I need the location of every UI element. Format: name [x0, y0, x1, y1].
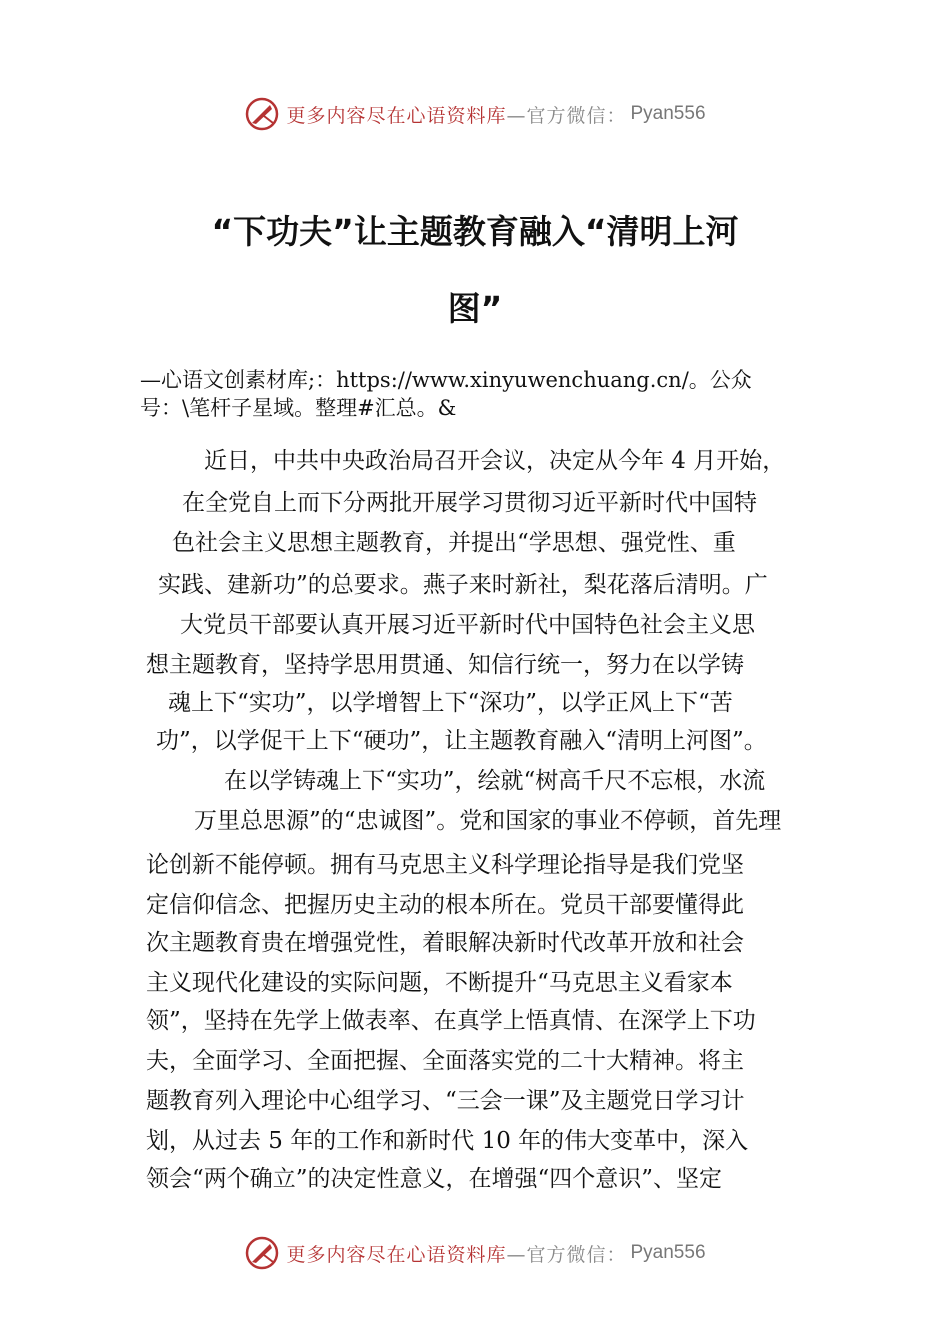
paragraph-line: 万里总思源”的“忠诚图”。党和国家的事业不停顿，首先理 [194, 808, 782, 834]
document-title-line-1: “下功夫”让主题教育融入“清明上河 [211, 212, 739, 251]
paragraph-line: 在以学铸魂上下“实功”，绘就“树高千尺不忘根，水流 [224, 768, 766, 794]
header-banner [0, 94, 950, 134]
source-line: 号：\笔杆子星域。整理#汇总。& [140, 396, 457, 420]
quill-logo-icon [244, 1235, 280, 1271]
paragraph-line: 划，从过去 5 年的工作和新时代 10 年的伟大变革中，深入 [146, 1128, 749, 1154]
banner-brand-text: 更多内容尽在心语资料库 [286, 104, 507, 127]
paragraph-line: 近日，中共中央政治局召开会议，决定从今年 4 月开始， [204, 448, 786, 474]
paragraph-line: 大党员干部要认真开展习近平新时代中国特色社会主义思 [180, 612, 755, 638]
quill-logo-icon [244, 96, 280, 132]
paragraph-line: 魂上下“实功”，以学增智上下“深功”，以学正风上下“苦 [168, 690, 733, 716]
source-line: —心语文创素材库;：https://www.xinyuwenchuang.cn/。公众 [140, 368, 752, 392]
paragraph-line: 次主题教育贵在增强党性，着眼解决新时代改革开放和社会 [146, 930, 744, 956]
paragraph-line: 定信仰信念、把握历史主动的根本所在。党员干部要懂得此 [146, 892, 744, 918]
paragraph-line: 主义现代化建设的实际问题，不断提升“马克思主义看家本 [146, 970, 733, 996]
paragraph-line: 论创新不能停顿。拥有马克思主义科学理论指导是我们党坚 [146, 852, 744, 878]
paragraph-line: 色社会主义思想主题教育，并提出“学思想、强党性、重 [172, 530, 736, 556]
banner-wechat-id: Pyan556 [630, 1242, 706, 1263]
paragraph-line: 在全党自上而下分两批开展学习贯彻习近平新时代中国特 [182, 490, 757, 516]
banner-separator: —官方微信： [506, 1243, 627, 1266]
footer-banner [0, 1233, 950, 1273]
document-title-line-2: 图” [447, 289, 503, 328]
paragraph-line: 题教育列入理论中心组学习、“三会一课”及主题党日学习计 [146, 1088, 745, 1114]
paragraph-line: 领”，坚持在先学上做表率、在真学上悟真情、在深学上下功 [146, 1008, 756, 1034]
banner-brand-text: 更多内容尽在心语资料库 [286, 1243, 507, 1266]
paragraph-line: 领会“两个确立”的决定性意义，在增强“四个意识”、坚定 [146, 1166, 723, 1192]
paragraph-line: 想主题教育，坚持学思用贯通、知信行统一，努力在以学铸 [146, 652, 744, 678]
banner-separator: —官方微信： [506, 104, 627, 127]
paragraph-line: 功”，以学促干上下“硬功”，让主题教育融入“清明上河图”。 [156, 728, 767, 754]
paragraph-line: 实践、建新功”的总要求。燕子来时新社，梨花落后清明。广 [158, 572, 768, 598]
source-attribution [140, 366, 845, 422]
banner-wechat-id: Pyan556 [630, 103, 706, 124]
paragraph-line: 夫，全面学习、全面把握、全面落实党的二十大精神。将主 [146, 1048, 744, 1074]
